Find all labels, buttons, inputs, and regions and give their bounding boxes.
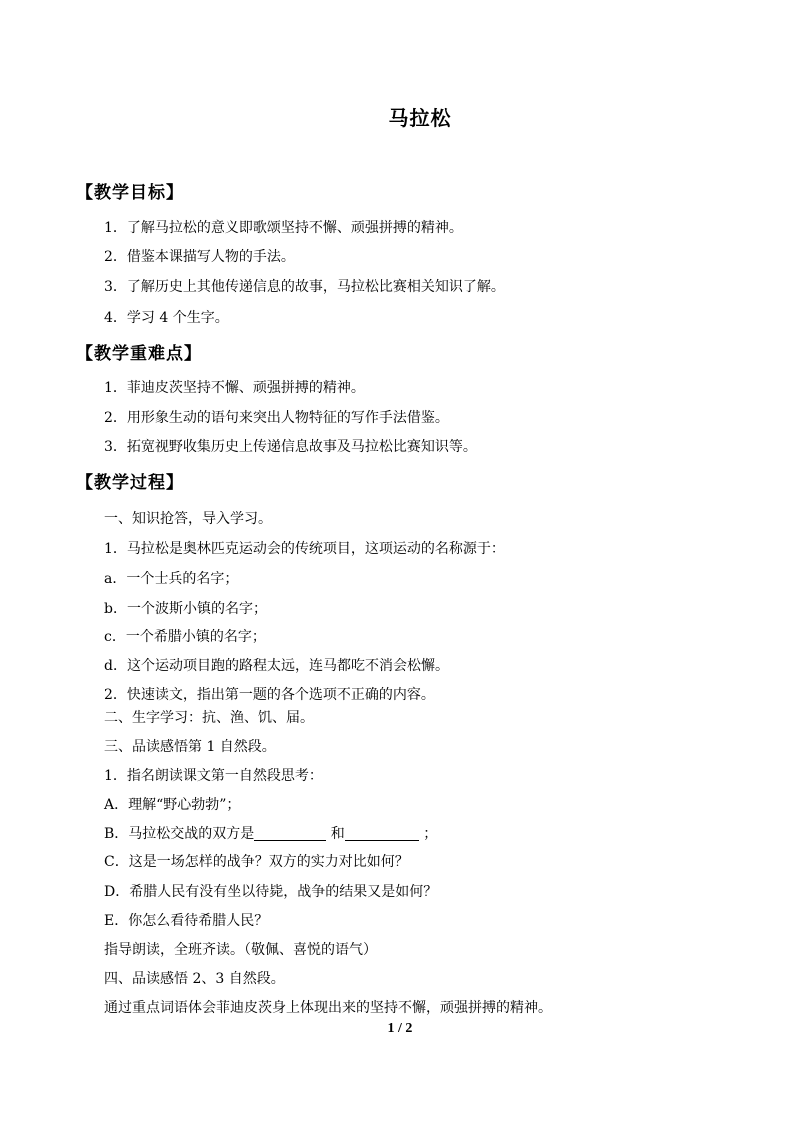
- process-line: A．理解“野心勃勃”；: [104, 797, 241, 813]
- document-title: 马拉松: [388, 106, 452, 130]
- page-number: 1 / 2: [387, 1021, 413, 1036]
- process-line: c．一个希腊小镇的名字；: [104, 629, 266, 645]
- process-line: 1．指名朗读课文第一自然段思考：: [104, 768, 323, 784]
- answer-blank-2: [345, 826, 419, 841]
- process-line: C．这是一场怎样的战争？双方的实力对比如何？: [104, 854, 409, 870]
- question-text-end: ；: [423, 826, 438, 842]
- process-line: D．希腊人民有没有坐以待毙，战争的结果又是如何？: [104, 884, 438, 900]
- goal-item: 4．学习 4 个生字。: [104, 310, 229, 326]
- key-point-item: 3．拓宽视野收集历史上传递信息故事及马拉松比赛知识等。: [104, 439, 477, 455]
- key-point-item: 1．菲迪皮茨坚持不懈、顽强拼搏的精神。: [104, 380, 365, 396]
- process-line: 通过重点词语体会菲迪皮茨身上体现出来的坚持不懈，顽强拼搏的精神。: [104, 1000, 552, 1016]
- section-heading-goals: 【教学目标】: [76, 183, 184, 203]
- process-line: b．一个波斯小镇的名字；: [104, 601, 267, 617]
- goal-item: 2．借鉴本课描写人物的手法。: [104, 249, 295, 265]
- fill-in-question: [104, 825, 437, 843]
- process-line: 1．马拉松是奥林匹克运动会的传统项目，这项运动的名称源于：: [104, 541, 505, 557]
- process-line: 三、品读感悟第 1 自然段。: [104, 739, 276, 755]
- process-line: d．这个运动项目跑的路程太远，连马都吃不消会松懈。: [104, 658, 449, 674]
- section-heading-key-points: 【教学重难点】: [76, 344, 202, 364]
- question-text-and: 和: [330, 826, 345, 842]
- goal-item: 1．了解马拉松的意义即歌颂坚持不懈、顽强拼搏的精神。: [104, 220, 463, 236]
- process-line: 2．快速读文，指出第一题的各个选项不正确的内容。: [104, 687, 435, 703]
- section-heading-process: 【教学过程】: [76, 473, 184, 493]
- process-line: 四、品读感悟 2、3 自然段。: [104, 971, 285, 987]
- process-line: 二、生字学习：抗、渔、饥、届。: [104, 710, 314, 726]
- goal-item: 3．了解历史上其他传递信息的故事，马拉松比赛相关知识了解。: [104, 279, 505, 295]
- answer-blank-1: [254, 826, 326, 841]
- process-line: E．你怎么看待希腊人民？: [104, 913, 269, 929]
- process-line: 一、知识抢答，导入学习。: [104, 511, 272, 527]
- key-point-item: 2．用形象生动的语句来突出人物特征的写作手法借鉴。: [104, 410, 449, 426]
- process-line: a．一个士兵的名字；: [104, 571, 239, 587]
- process-line: 指导朗读，全班齐读。（敬佩、喜悦的语气）: [104, 942, 377, 958]
- question-text: B．马拉松交战的双方是: [104, 826, 255, 842]
